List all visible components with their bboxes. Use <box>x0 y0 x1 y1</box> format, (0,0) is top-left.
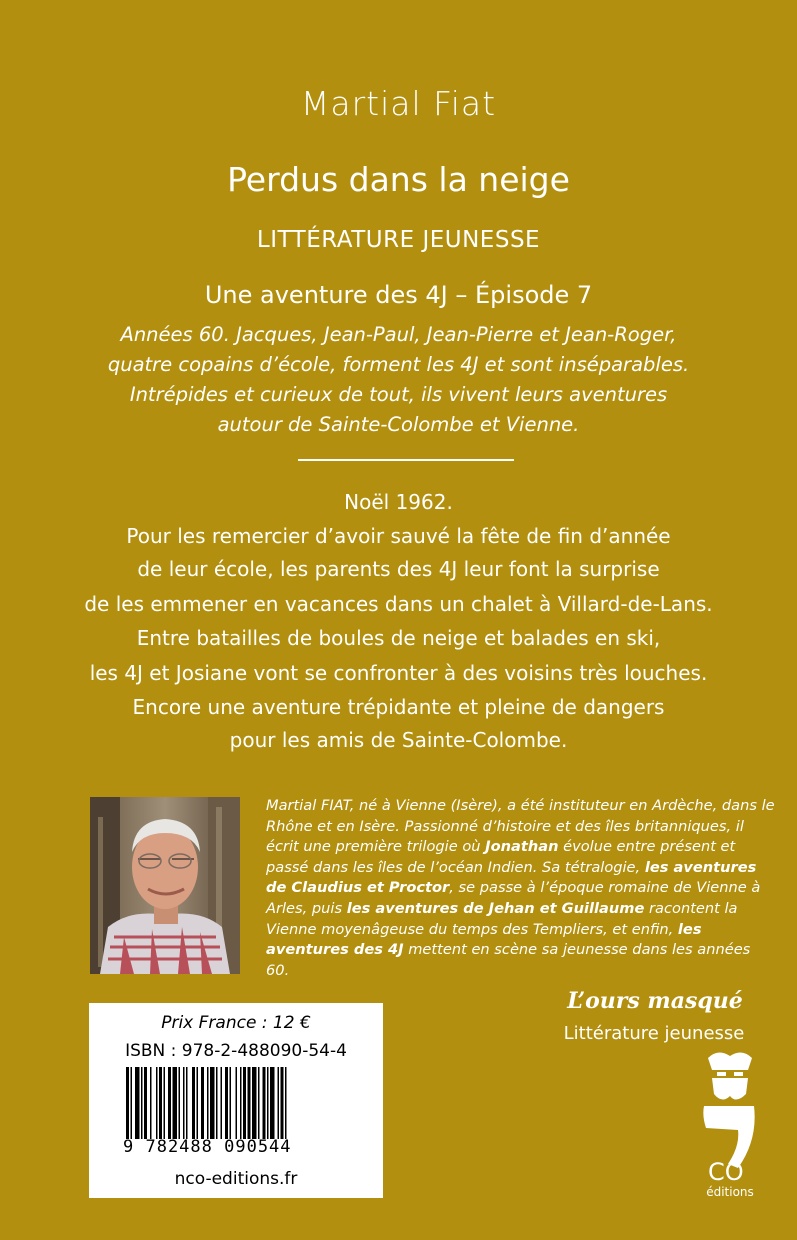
barcode-bar <box>159 1067 162 1139</box>
barcode-panel <box>89 1003 383 1198</box>
genre-label: LITTÉRATURE JEUNESSE <box>256 227 541 253</box>
barcode-bar <box>210 1067 215 1139</box>
barcode-bar <box>179 1067 181 1139</box>
author-name: Martial Fiat <box>300 84 497 123</box>
barcode-bar <box>252 1067 257 1139</box>
intro-paragraph <box>0 320 797 440</box>
author-bio <box>266 796 776 981</box>
bio-text: , se passe à l’époque romaine de Vienne à Arles, puis <box>266 879 761 917</box>
logo-letters: CO <box>708 1158 744 1184</box>
blurb-line: de les emmener en vacances dans un chalet à Villard-de-Lans. <box>84 592 713 616</box>
series-label: Une aventure des 4J – Épisode 7 <box>204 281 593 309</box>
barcode-digits: 9 782488 090544 <box>123 1137 292 1157</box>
bio-text: évolue entre présent et passé dans les îles de l’océan Indien. Sa tétralogie, <box>266 838 736 876</box>
imprint-name: L’ours masqué <box>567 988 743 1014</box>
logo-subtitle: éditions <box>706 1185 754 1199</box>
bio-emphasis: les aventures de Claudius et Proctor <box>266 858 757 897</box>
barcode-bar <box>236 1067 238 1139</box>
barcode-bar <box>230 1067 232 1139</box>
intro-line: autour de Sainte-Colombe et Vienne. <box>217 413 580 436</box>
barcode-bar <box>258 1067 260 1139</box>
blurb-line: pour les amis de Sainte-Colombe. <box>229 728 568 752</box>
divider <box>298 459 514 461</box>
barcode-bar <box>173 1067 178 1139</box>
barcode-bar <box>240 1067 242 1139</box>
intro-line: Années 60. Jacques, Jean-Paul, Jean-Pierre et Jean-Roger, <box>120 323 677 346</box>
blurb-line: Noël 1962. <box>344 490 453 514</box>
barcode-bar <box>278 1067 280 1139</box>
barcode-bar <box>168 1067 171 1139</box>
barcode-bar <box>144 1067 147 1139</box>
barcode-bar <box>135 1067 140 1139</box>
barcode-bar <box>164 1067 166 1139</box>
blurb-line: Entre batailles de boules de neige et balades en ski, <box>136 626 661 650</box>
bio-text: Martial FIAT, né à Vienne (Isère), a été instituteur en Ardèche, dans le Rhône et en Isère. Passionné d’histoire et des îles britanniques, il écrit une première trilogie où <box>266 797 775 856</box>
barcode-bars <box>126 1067 346 1139</box>
author-photo <box>90 797 240 974</box>
barcode-bar <box>197 1067 199 1139</box>
intro-line: quatre copains d’école, forment les 4J et sont inséparables. <box>107 353 690 376</box>
barcode-bar <box>248 1067 251 1139</box>
barcode-bar <box>225 1067 228 1139</box>
barcode-bar <box>156 1067 158 1139</box>
barcode-bar <box>270 1067 275 1139</box>
barcode-bar <box>267 1067 269 1139</box>
barcode-bar <box>150 1067 152 1139</box>
barcode-bar <box>131 1067 133 1139</box>
barcode-bar <box>126 1067 129 1139</box>
publisher-website: nco-editions.fr <box>174 1169 298 1189</box>
barcode-bar <box>186 1067 188 1139</box>
bio-emphasis: Jonathan <box>485 838 559 856</box>
author-portrait-image <box>90 797 240 974</box>
barcode-bar <box>263 1067 266 1139</box>
barcode-bar <box>281 1067 284 1139</box>
barcode-bar <box>192 1067 195 1139</box>
blurb-line: Encore une aventure trépidante et pleine de dangers <box>132 695 665 719</box>
barcode-bar <box>201 1067 204 1139</box>
publisher-logo-icon <box>698 1050 762 1184</box>
blurb-line: Pour les remercier d’avoir sauvé la fête de fin d’année <box>126 524 671 548</box>
bio-emphasis: les aventures de Jehan et Guillaume <box>346 899 645 917</box>
bio-emphasis: les aventures des 4J <box>266 920 702 959</box>
barcode-bar <box>243 1067 246 1139</box>
bio-text: racontent la Vienne moyenâgeuse du temps des Templiers, et enfin, <box>266 899 738 938</box>
barcode-bar <box>183 1067 185 1139</box>
blurb-line: les 4J et Josiane vont se confronter à des voisins très louches. <box>89 661 708 685</box>
book-title: Perdus dans la neige <box>227 160 570 199</box>
barcode-bar <box>141 1067 143 1139</box>
barcode-bar <box>285 1067 287 1139</box>
barcode-bar <box>216 1067 218 1139</box>
barcode-bar <box>207 1067 209 1139</box>
barcode-bar <box>221 1067 223 1139</box>
intro-line: Intrépides et curieux de tout, ils vivent leurs aventures <box>129 383 668 406</box>
price-label: Prix France : 12 € <box>161 1013 311 1033</box>
imprint-subtitle: Littérature jeunesse <box>563 1023 745 1044</box>
isbn-label: ISBN : 978-2-488090-54-4 <box>125 1041 347 1061</box>
blurb-line: de leur école, les parents des 4J leur font la surprise <box>137 557 660 581</box>
bio-text: mettent en scène sa jeunesse dans les années 60. <box>266 941 751 979</box>
blurb <box>0 484 797 757</box>
